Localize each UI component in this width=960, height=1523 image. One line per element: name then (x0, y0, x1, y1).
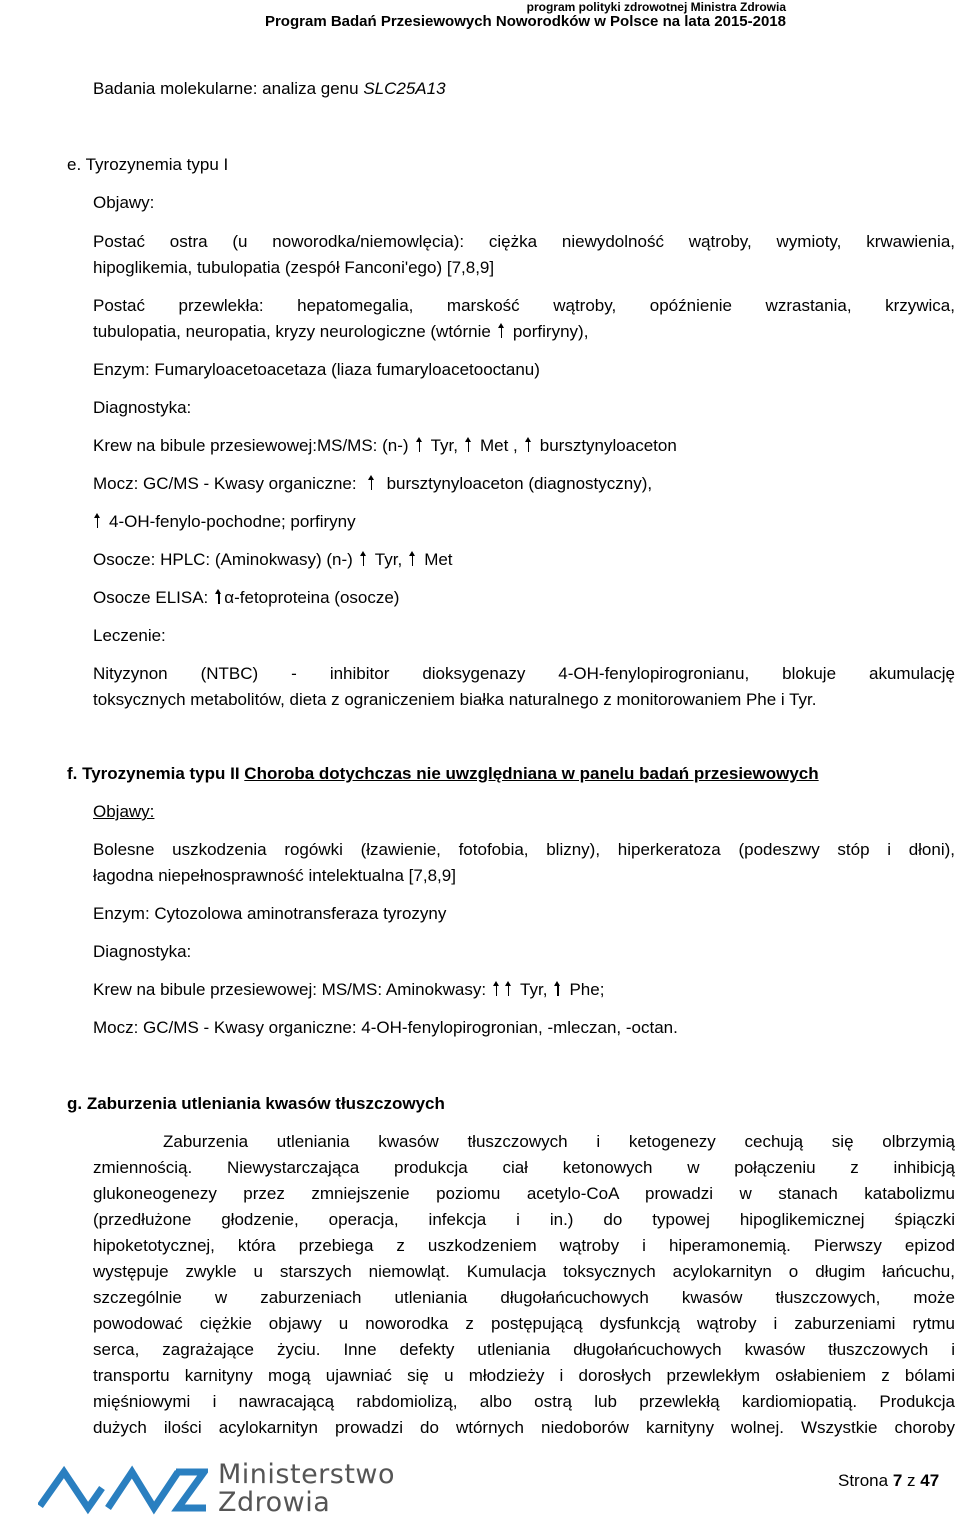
section-f-krew: Krew na bibule przesiewowej: MS/MS: Aminokwasy: Tyr, Phe; (93, 980, 605, 999)
section-e-mocz-line2: 4-OH-fenylo-pochodne; porfiryny (93, 512, 356, 532)
section-f-enzym: Enzym: Cytozolowa aminotransferaza tyrozyny (93, 904, 447, 923)
section-f-symptoms-line2: łagodna niepełnosprawność intelektualna [7,8,9] (93, 866, 456, 885)
section-e-title: e. Tyrozynemia typu I (67, 155, 229, 174)
section-f-diagnostyka: Diagnostyka: (93, 942, 192, 961)
section-e-chronic-line2: tubulopatia, neuropatia, kryzy neurologiczne (wtórnie porfiryny), (93, 322, 589, 341)
section-f-title-note: Choroba dotychczas nie uwzględniana w panelu badań przesiewowych (244, 764, 819, 783)
section-g-paragraph-line: mięśniowymi i nawracającą rabdomiolizą, albo ostrą lub przewlekłą kardiomiopatią. Produkcja (93, 1392, 955, 1411)
ministry-logo-icon (38, 1458, 208, 1520)
section-e-diagnostyka: Diagnostyka: (93, 398, 192, 417)
arrow-up-icon (367, 475, 377, 490)
section-e-krew: Krew na bibule przesiewowej:MS/MS: (n-) Tyr, Met , bursztynyloaceton (93, 436, 677, 455)
page-number: Strona 7 z 47 (838, 1471, 940, 1490)
molecular-line: Badania molekularne: analiza genu SLC25A13 (93, 79, 446, 98)
section-g-paragraph-line: Zaburzenia utleniania kwasów tłuszczowych i ketogenezy cechują się olbrzymią (163, 1132, 955, 1151)
arrow-up-icon (553, 981, 563, 996)
section-f-symptoms-line1: Bolesne uszkodzenia rogówki (łzawienie, fotofobia, blizny), hiperkeratoza (podeszwy stóp i dłoni), (93, 840, 955, 859)
section-e-mocz: Mocz: GC/MS - Kwasy organiczne: bursztynyloaceton (diagnostyczny), (93, 474, 653, 493)
section-g-paragraph-line: (przedłużone głodzenie, operacja, infekcja i in.) do typowej hipoglikemicznej śpiączki (93, 1210, 955, 1229)
section-g-title: g. Zaburzenia utleniania kwasów tłuszczowych (67, 1094, 445, 1113)
section-e-elisa: Osocze ELISA: α-fetoproteina (osocze) (93, 588, 400, 607)
arrow-up-icon (504, 981, 514, 996)
section-e-enzym: Enzym: Fumaryloacetoacetaza (liaza fumaryloacetooctanu) (93, 360, 540, 379)
section-f-title: f. Tyrozynemia typu II Choroba dotychczas nie uwzględniana w panelu badań przesiewowych (67, 764, 819, 783)
section-g-paragraph-line: dużych ilości acylokarnityn prowadzi do wtórnych niedoborów karnityny wolnej. Wszystkie choroby (93, 1418, 955, 1437)
ministry-name: Ministerstwo Zdrowia (218, 1459, 396, 1518)
arrow-up-icon (415, 437, 425, 452)
section-g-paragraph-line: szczególnie w zaburzeniach utleniania długołańcuchowych kwasów tłuszczowych, może (93, 1288, 955, 1307)
section-g-paragraph-line: serca, zagrażające życiu. Inne defekty utleniania długołańcuchowych kwasów tłuszczowych i (93, 1340, 955, 1359)
arrow-up-icon (93, 513, 103, 528)
section-g-paragraph-line: zmiennością. Niewystarczająca produkcja ciał ketonowych w połączeniu z inhibicją (93, 1158, 955, 1177)
section-f-objawy: Objawy: (93, 802, 155, 821)
arrow-up-icon (359, 551, 369, 566)
arrow-up-icon (492, 981, 502, 996)
section-g-paragraph-line: glukoneogenezy przez zmniejszenie poziomu acetylo-CoA prowadzi w stanach katabolizmu (93, 1184, 955, 1203)
section-g-paragraph-line: występuje zwykle u starszych niemowląt. Kumulacja toksycznych acylokarnityn o długim łańcuchu, (93, 1262, 955, 1281)
section-e-leczenie: Leczenie: (93, 626, 166, 645)
arrow-up-icon (408, 551, 418, 566)
section-e-osocze: Osocze: HPLC: (Aminokwasy) (n-) Tyr, Met (93, 550, 453, 569)
section-e-treatment-line1: Nityzynon (NTBC) - inhibitor dioksygenazy 4-OH-fenylopirogronianu, blokuje akumulację (93, 664, 955, 683)
section-e-acute-line2: hipoglikemia, tubulopatia (zespół Fanconi'ego) [7,8,9] (93, 258, 495, 277)
gene-name: SLC25A13 (363, 79, 446, 98)
header-program-line: program polityki zdrowotnej Ministra Zdrowia (526, 0, 786, 14)
header-title: Program Badań Przesiewowych Noworodków w Polsce na lata 2015-2018 (264, 13, 786, 30)
section-g-paragraph-line: powodować ciężkie objawy u noworodka z postępującą dysfunkcją wątroby i zaburzeniami rytmu (93, 1314, 955, 1333)
section-f-mocz: Mocz: GC/MS - Kwasy organiczne: 4-OH-fenylopirogronian, -mleczan, -octan. (93, 1018, 678, 1037)
section-e-acute-line1: Postać ostra (u noworodka/niemowlęcia): ciężka niewydolność wątroby, wymioty, krwawienia, (93, 232, 955, 251)
arrow-up-icon (497, 323, 507, 338)
section-e-objawy: Objawy: (93, 193, 155, 212)
arrow-up-icon (464, 437, 474, 452)
section-e-chronic-line1: Postać przewlekła: hepatomegalia, marskość wątroby, opóźnienie wzrastania, krzywica, (93, 296, 955, 315)
arrow-up-icon (524, 437, 534, 452)
section-g-paragraph-line: transportu karnityny mogą ujawniać się u młodzieży i dorosłych przewlekłym osłabieniem z bólami (93, 1366, 955, 1385)
section-g-paragraph-line: hipoketotycznej, która przebiega z uszkodzeniem wątroby i hiperamonemią. Pierwszy epizod (93, 1236, 955, 1255)
arrow-up-icon (214, 589, 224, 604)
section-e-treatment-line2: toksycznych metabolitów, dieta z ograniczeniem białka naturalnego z monitorowaniem Phe i Tyr. (93, 690, 817, 709)
